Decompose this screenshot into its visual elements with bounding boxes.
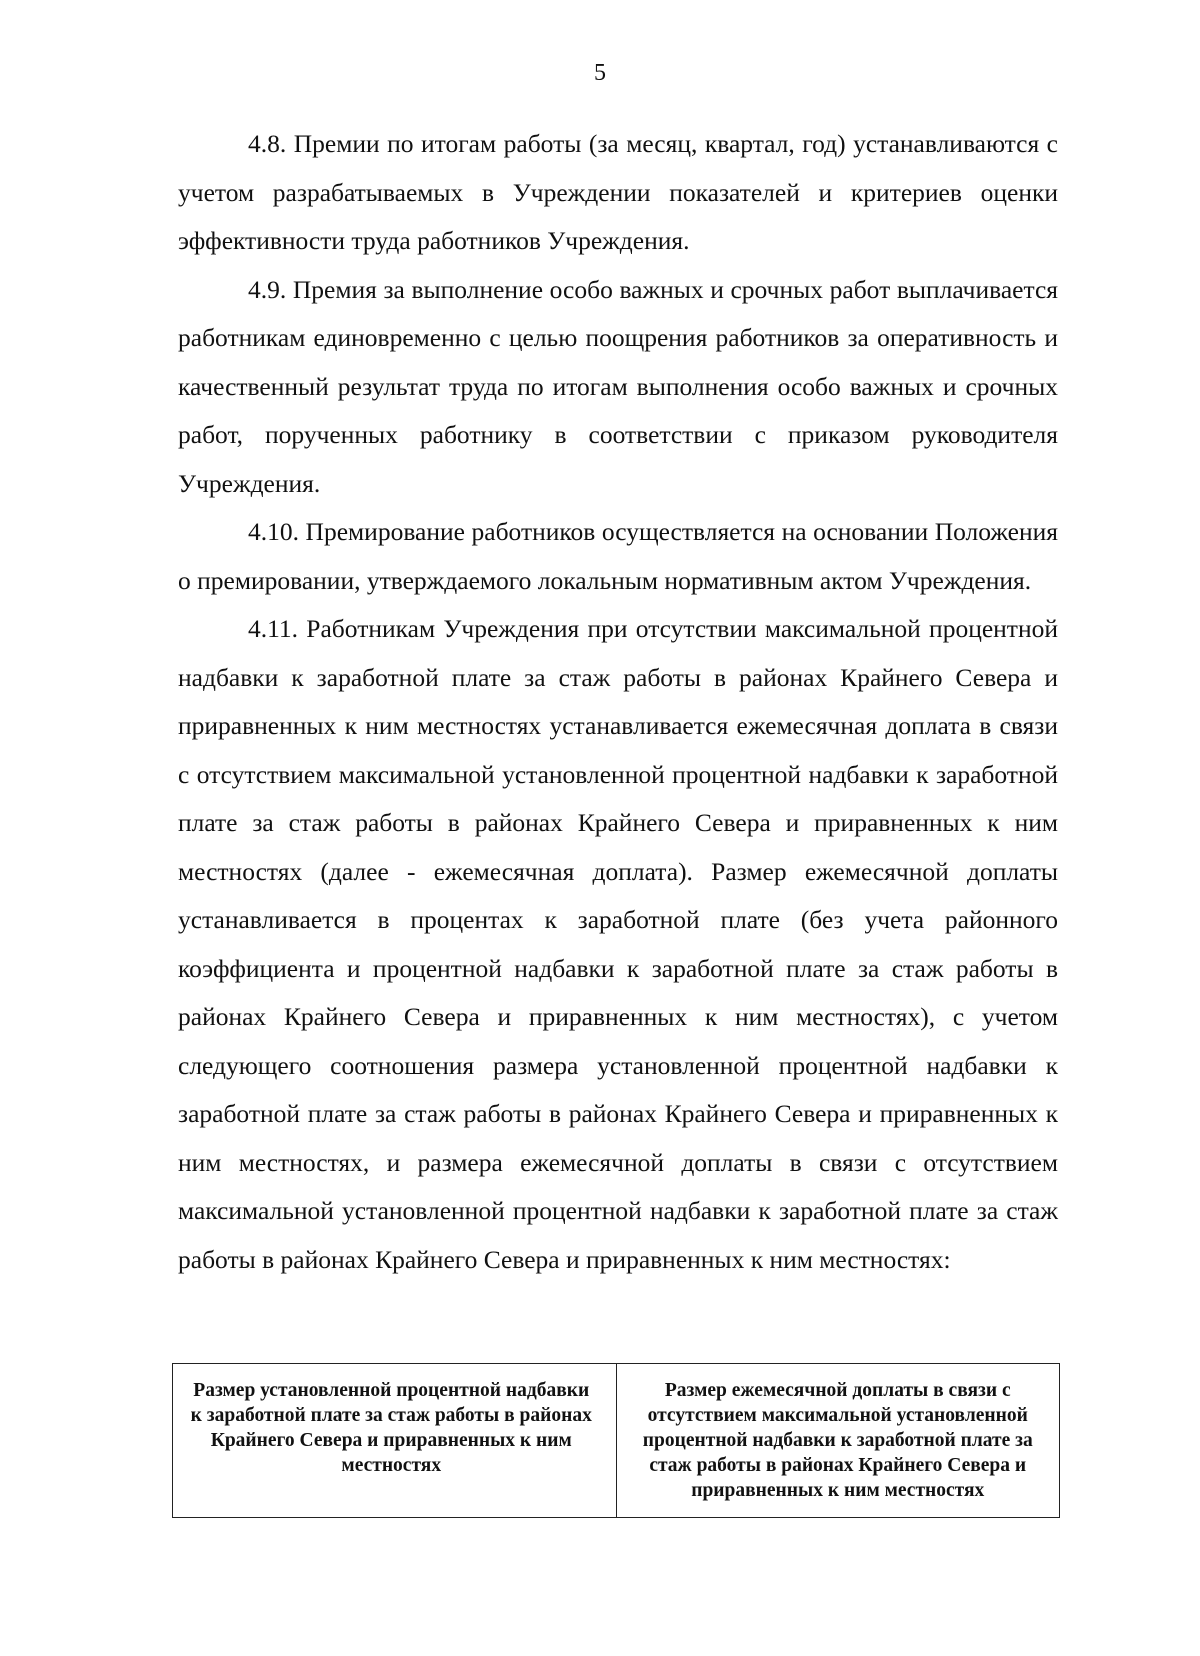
paragraph-4-10: 4.10. Премирование работников осуществляется на основании Положения о премировании, утверждаемого локальным нормативным актом Учреждения. [178,517,1058,595]
paragraph-4-8: 4.8. Премии по итогам работы (за месяц, квартал, год) устанавливаются с учетом разрабатываемых в Учреждении показателей и критериев оценки эффективности труда работников Учреждения. [178,129,1058,255]
table-header-row [173,1364,1060,1518]
page-number: 5 [594,60,606,86]
document-body [178,120,1058,1284]
paragraph-4-9: 4.9. Премия за выполнение особо важных и срочных работ выплачивается работникам единовременно с целью поощрения работников за оперативность и качественный результат труда по итогам выполнения особо важных и срочных работ, порученных работнику в соответствии с приказом руководителя Учреждения. [178,274,1058,498]
paragraph-4-11: 4.11. Работникам Учреждения при отсутствии максимальной процентной надбавки к заработной плате за стаж работы в районах Крайнего Севера и приравненных к ним местностях устанавливается ежемесячная доплата в связи с отсутствием максимальной установленной процентной надбавки к заработной плате за стаж работы в районах Крайнего Севера и приравненных к ним местностях (далее - ежемесячная доплата). Размер ежемесячной доплаты устанавливается в процентах к заработной плате (без учета районного коэффициента и процентной надбавки к заработной плате за стаж работы в районах Крайнего Севера и приравненных к ним местностях), с учетом следующего соотношения размера установленной процентной надбавки к заработной плате за стаж работы в районах Крайнего Севера и приравненных к ним местностях, и размера ежемесячной доплаты в связи с отсутствием максимальной установленной процентной надбавки к заработной плате за стаж работы в районах Крайнего Севера и приравненных к ним местностях: [178,614,1058,1274]
table-header-cell-monthly-payment-size: Размер ежемесячной доплаты в связи с отсутствием максимальной установленной процентной надбавки к заработной плате за стаж работы в районах Крайнего Севера и приравненных к ним местностях [616,1364,1060,1518]
allowance-table [172,1363,1060,1518]
table-header-cell-allowance-size: Размер установленной процентной надбавки к заработной плате за стаж работы в районах Крайнего Севера и приравненных к ним местностях [173,1364,617,1518]
